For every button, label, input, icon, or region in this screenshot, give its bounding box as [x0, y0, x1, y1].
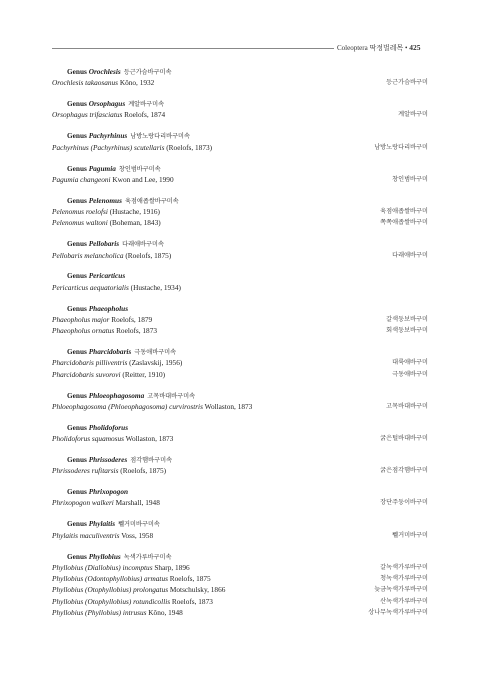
species-korean-name: 고목바대바구미	[386, 402, 428, 410]
species-name: Pholidoforus squamosus	[52, 434, 124, 444]
species-row	[52, 433, 428, 444]
genus-heading	[52, 238, 428, 249]
species-name: Phyllobius (Phyllobius) intrusus	[52, 608, 147, 617]
genus-group	[52, 422, 428, 445]
genus-heading	[52, 518, 428, 529]
species-author: (Hustache, 1934)	[130, 282, 181, 292]
species-author: Sharp, 1896	[154, 562, 190, 572]
species-name: Phyllobius (Otophyllobius) rotundicollis	[52, 596, 171, 606]
species-korean-name: 굵은털바대바구미	[380, 435, 428, 443]
species-name: Phyllobius (Diallobius) incomptus	[52, 562, 153, 572]
species-author: Roelofs, 1873	[171, 596, 213, 606]
species-author: Kôno, 1932	[119, 78, 155, 88]
genus-group	[52, 551, 428, 619]
genus-name: Pagumia	[88, 163, 116, 173]
species-korean-name: 창인범바구미	[392, 175, 428, 183]
species-row	[52, 206, 428, 217]
species-korean-name: 남방노랑다리바구미	[374, 143, 428, 151]
genus-word: Genus	[67, 454, 89, 464]
species-author: (Roelofs, 1873)	[166, 142, 213, 152]
species-author: (Roelofs, 1875)	[125, 250, 172, 260]
genus-heading	[52, 454, 428, 465]
genus-word: Genus	[67, 67, 89, 76]
species-row	[52, 109, 428, 120]
species-name: Orsophagus trifasciatus	[52, 110, 123, 120]
species-name: Phyllobius (Odontophyllobius) armatus	[52, 574, 168, 584]
species-name: Phylaitis maculiventris	[52, 530, 120, 540]
species-author: Roelofs, 1879	[111, 314, 153, 324]
species-name: Pelenomus roelofsi	[52, 207, 108, 217]
species-author: Wollaston, 1873	[204, 401, 253, 411]
genus-group	[52, 66, 428, 89]
genus-group	[52, 98, 428, 121]
genus-word: Genus	[67, 422, 89, 432]
species-author: Roelofs, 1873	[116, 326, 158, 336]
genus-heading	[52, 163, 428, 174]
species-korean-name: 갈색둥보바구미	[386, 315, 428, 323]
genus-group	[52, 454, 428, 477]
species-korean-name: 등근가슴바구미	[386, 79, 428, 87]
species-korean-name: 산녹색가루바구미	[380, 597, 428, 605]
genus-group	[52, 303, 428, 337]
species-row	[52, 584, 428, 595]
species-korean-name: 갈녹색가루바구미	[380, 563, 428, 571]
genus-heading	[52, 66, 428, 77]
genus-korean-name: 계알바구미속	[128, 101, 165, 109]
species-row	[52, 250, 428, 261]
species-name: Pharcidobaris suvorovi	[52, 369, 121, 379]
species-row	[52, 357, 428, 368]
species-name: Pachyrhinus (Pachyrhinus) scutellaris	[52, 142, 165, 152]
species-korean-name: 상나무녹색가루바구미	[368, 609, 428, 616]
genus-heading	[52, 486, 428, 497]
genus-korean-name: 등근가슴바구미속	[123, 69, 172, 76]
genus-name: Phloeophagosoma	[88, 390, 145, 400]
genus-word: Genus	[67, 303, 89, 313]
genus-heading	[52, 303, 428, 314]
species-author: Motschulsky, 1866	[169, 585, 226, 595]
species-korean-name: 늦금녹색가루바구미	[374, 586, 428, 594]
genus-word: Genus	[67, 271, 89, 281]
genus-heading	[52, 551, 428, 562]
genus-name: Pellobaris	[88, 239, 120, 249]
genus-group	[52, 130, 428, 153]
species-row	[52, 325, 428, 336]
species-row	[52, 607, 428, 618]
genus-korean-name: 남방노랑다리바구미속	[130, 133, 191, 141]
species-row	[52, 174, 428, 185]
species-list	[52, 66, 428, 628]
species-row	[52, 530, 428, 541]
genus-name: Phyllobius	[88, 551, 121, 561]
genus-name: Pholidoforus	[88, 422, 129, 432]
species-korean-name: 쪽쪽애좁쌀바구미	[380, 219, 428, 227]
species-korean-name: 계알바구미	[398, 111, 428, 119]
species-name: Pellobaris melancholica	[52, 250, 124, 260]
species-row	[52, 562, 428, 573]
genus-heading	[52, 98, 428, 109]
genus-name: Phaeopholus	[88, 303, 129, 313]
species-author: Kôno, 1948	[148, 608, 183, 617]
genus-heading	[52, 195, 428, 206]
genus-word: Genus	[67, 347, 89, 357]
species-author: (Boheman, 1843)	[109, 218, 161, 228]
species-korean-name: 다래애바구미	[392, 251, 428, 259]
species-row	[52, 217, 428, 228]
genus-name: Pericarticus	[88, 271, 126, 281]
genus-word: Genus	[67, 551, 89, 561]
species-row	[52, 142, 428, 153]
genus-name: Pachyrhinus	[88, 131, 128, 141]
genus-korean-name: 점각햄바구미속	[130, 456, 173, 464]
genus-heading	[52, 270, 428, 281]
genus-group	[52, 346, 428, 380]
species-korean-name: 쀌거미바구미	[392, 531, 428, 539]
species-row	[52, 401, 428, 412]
species-author: Voss, 1958	[121, 530, 154, 540]
species-row	[52, 596, 428, 607]
species-name: Phaeopholus major	[52, 314, 110, 324]
genus-group	[52, 163, 428, 186]
species-author: Roelofs, 1874	[124, 110, 166, 120]
species-name: Phloeophagosoma (Phloeophagosoma) curvirostris	[52, 401, 203, 411]
genus-word: Genus	[67, 131, 89, 141]
genus-name: Phylaitis	[88, 519, 116, 529]
genus-word: Genus	[67, 239, 89, 249]
species-name: Phrixopogon walkeri	[52, 498, 114, 508]
genus-name: Orochlesis	[88, 67, 121, 76]
species-row	[52, 497, 428, 508]
genus-word: Genus	[67, 163, 89, 173]
genus-group	[52, 195, 428, 229]
genus-korean-name: 다래애바구미속	[122, 241, 164, 249]
genus-word: Genus	[67, 195, 89, 205]
species-name: Pericarticus aequatorialis	[52, 282, 129, 292]
genus-group	[52, 486, 428, 509]
genus-name: Phrixopogon	[88, 487, 129, 497]
species-row	[52, 465, 428, 476]
running-header	[0, 43, 480, 55]
species-row	[52, 573, 428, 584]
species-name: Phyllobius (Otophyllobius) prolongatus	[52, 585, 169, 595]
species-author: Kwon and Lee, 1990	[112, 174, 174, 184]
species-row	[52, 282, 428, 293]
genus-heading	[52, 346, 428, 357]
genus-name: Orsophagus	[88, 99, 126, 109]
genus-korean-name: 창인범바구미속	[118, 165, 161, 173]
species-name: Phrissoderes rufitarsis	[52, 466, 119, 476]
species-row	[52, 314, 428, 325]
page-number: 425	[409, 43, 421, 52]
genus-group	[52, 270, 428, 293]
species-row	[52, 77, 428, 88]
genus-name: Phrissoderes	[88, 454, 128, 464]
genus-group	[52, 518, 428, 541]
genus-korean-name: 쀌거미바구미속	[118, 521, 160, 529]
species-korean-name: 청녹색가루바구미	[380, 575, 428, 583]
header-text	[337, 43, 420, 53]
genus-name: Pelenomus	[88, 195, 122, 205]
genus-word: Genus	[67, 390, 89, 400]
genus-korean-name: 고목바대바구미속	[147, 392, 196, 400]
species-author: (Roelofs, 1875)	[120, 466, 167, 476]
species-name: Pharcidobaris pilliventris	[52, 358, 128, 368]
genus-word: Genus	[67, 519, 89, 529]
species-name: Orochlesis takaosanus	[52, 78, 119, 88]
header-bullet: •	[405, 44, 408, 52]
genus-word: Genus	[67, 487, 89, 497]
genus-heading	[52, 390, 428, 401]
genus-korean-name: 극동애바구미속	[134, 349, 177, 357]
species-name: Phaeopholus ornatus	[52, 326, 115, 336]
genus-korean-name: 녹색가루바구미속	[123, 553, 172, 561]
species-row	[52, 369, 428, 380]
species-author: Wollaston, 1873	[125, 434, 174, 444]
species-author: (Reitter, 1910)	[122, 369, 166, 379]
species-author: Roelofs, 1875	[169, 574, 211, 584]
species-korean-name: 육점애좁쌀바구미	[380, 208, 428, 216]
species-korean-name: 대륙애바구미	[392, 359, 428, 367]
genus-heading	[52, 130, 428, 141]
species-author: (Zaslavskij, 1956)	[129, 358, 183, 368]
species-korean-name: 굵은점각햄바구미	[380, 467, 428, 475]
species-korean-name: 회색둥보바구미	[386, 327, 428, 335]
genus-korean-name: 육점애좁쌀바구미속	[124, 197, 179, 205]
genus-word: Genus	[67, 99, 89, 109]
genus-name: Pharcidobaris	[88, 347, 132, 357]
species-name: Pagumia changeoni	[52, 174, 111, 184]
species-korean-name: 장단주둥이바구미	[380, 499, 428, 507]
header-rule	[52, 48, 334, 49]
header-title: Coleoptera 딱정벌레목	[337, 44, 404, 52]
species-name: Pelenomus waltoni	[52, 218, 108, 228]
species-author: Marshall, 1948	[115, 498, 160, 508]
species-author: (Hustache, 1916)	[109, 207, 160, 217]
species-korean-name: 극동애바구미	[392, 370, 428, 378]
genus-group	[52, 390, 428, 413]
genus-heading	[52, 422, 428, 433]
genus-group	[52, 238, 428, 261]
